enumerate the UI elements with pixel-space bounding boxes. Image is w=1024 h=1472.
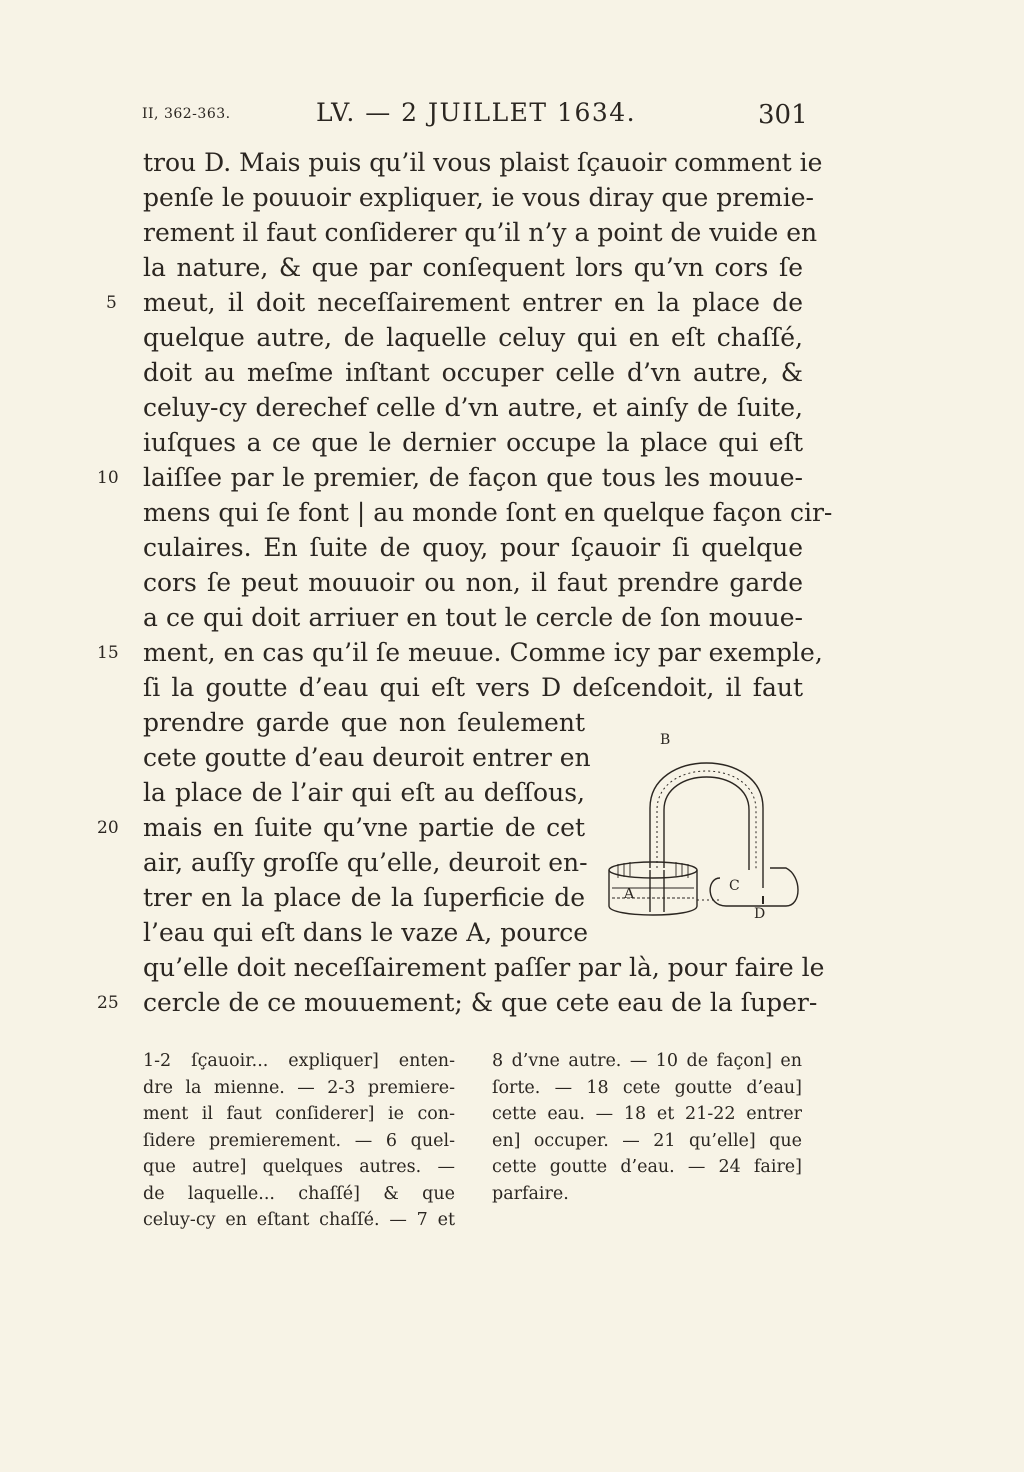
text-line: doit au meſme inſtant occuper celle d’vn autre, & bbox=[143, 358, 803, 387]
footnote-line: 1-2 ſçauoir... expliquer] enten- bbox=[143, 1051, 455, 1071]
footnote-line: cette eau. — 18 et 21-22 entrer bbox=[492, 1104, 802, 1124]
text-line: air, auſſy groſſe qu’elle, deuroit en- bbox=[143, 848, 588, 877]
text-line: rement il faut conſiderer qu’il n’y a point de vuide en bbox=[143, 218, 818, 247]
text-line: trou D. Mais puis qu’il vous plaist ſçauoir comment ie bbox=[143, 148, 823, 177]
line-number: 15 bbox=[97, 643, 119, 663]
footnote-line: 8 d’vne autre. — 10 de façon] en bbox=[492, 1051, 802, 1071]
text-line: penſe le pouuoir expliquer, ie vous diray que premie- bbox=[143, 183, 814, 212]
text-line: mais en ſuite qu’vne partie de cet bbox=[143, 813, 585, 842]
siphon-illustration bbox=[598, 728, 808, 928]
line-number: 25 bbox=[97, 993, 119, 1013]
text-line: la nature, & que par conſequent lors qu’vn cors ſe bbox=[143, 253, 803, 282]
page-title: LV. — 2 JUILLET 1634. bbox=[316, 98, 637, 127]
label-d: D bbox=[754, 906, 766, 922]
text-line: culaires. En ſuite de quoy, pour ſçauoir ſi quelque bbox=[143, 533, 803, 562]
label-a: A bbox=[624, 886, 635, 902]
text-line: l’eau qui eſt dans le vaze A, pource bbox=[143, 918, 589, 947]
footnote-line: parfaire. bbox=[492, 1183, 569, 1204]
line-number: 5 bbox=[106, 293, 117, 313]
page-number: 301 bbox=[758, 100, 808, 130]
label-c: C bbox=[729, 878, 740, 894]
text-line: ment, en cas qu’il ſe meuue. Comme icy par exemple, bbox=[143, 638, 823, 667]
text-line: ſi la goutte d’eau qui eſt vers D deſcendoit, il faut bbox=[143, 673, 803, 702]
line-number: 20 bbox=[97, 818, 119, 838]
text-line: prendre garde que non ſeulement bbox=[143, 708, 585, 737]
text-line: qu’elle doit neceſſairement paſſer par là, pour faire le bbox=[143, 953, 825, 982]
line-number: 10 bbox=[97, 468, 119, 488]
footnote-line: ſorte. — 18 cete goutte d’eau] bbox=[492, 1077, 802, 1098]
footnote-line: celuy-cy en eſtant chaſſé. — 7 et bbox=[143, 1210, 455, 1230]
text-line: meut, il doit neceſſairement entrer en la place de bbox=[143, 288, 803, 317]
text-line: la place de l’air qui eſt au deſſous, bbox=[143, 778, 585, 807]
footnote-line: dre la mienne. — 2-3 premiere- bbox=[143, 1077, 455, 1098]
text-line: a ce qui doit arriuer en tout le cercle de ſon mouue- bbox=[143, 603, 803, 632]
text-line: cete goutte d’eau deuroit entrer en bbox=[143, 743, 591, 772]
text-line: quelque autre, de laquelle celuy qui en eſt chaſſé, bbox=[143, 323, 803, 352]
page-range: II, 362-363. bbox=[142, 106, 231, 122]
siphon-diagram bbox=[598, 728, 808, 928]
text-line: mens qui ſe font | au monde ſont en quelque façon cir- bbox=[143, 498, 833, 527]
footnote-line: ſidere premierement. — 6 quel- bbox=[143, 1130, 455, 1151]
text-line: trer en la place de la ſuperficie de bbox=[143, 883, 585, 912]
running-head bbox=[0, 98, 1024, 138]
footnote-line: ment il faut conſiderer] ie con- bbox=[143, 1104, 455, 1124]
text-line: iuſques a ce que le dernier occupe la place qui eſt bbox=[143, 428, 803, 457]
footnote-line: que autre] quelques autres. — bbox=[143, 1157, 455, 1177]
footnotes-left-column bbox=[143, 1048, 455, 1234]
footnotes-right-column bbox=[492, 1048, 802, 1207]
text-line: cors ſe peut mouuoir ou non, il faut prendre garde bbox=[143, 568, 803, 597]
text-line: cercle de ce mouuement; & que cete eau de la ſuper- bbox=[143, 988, 818, 1017]
text-line: celuy-cy derechef celle d’vn autre, et ainſy de ſuite, bbox=[143, 393, 803, 422]
footnote-line: de laquelle... chaſſé] & que bbox=[143, 1183, 455, 1204]
footnote-line: en] occuper. — 21 qu’elle] que bbox=[492, 1130, 802, 1151]
text-line: laiſſee par le premier, de façon que tous les mouue- bbox=[143, 463, 803, 492]
label-b: B bbox=[660, 732, 671, 748]
footnote-line: cette goutte d’eau. — 24 faire] bbox=[492, 1157, 802, 1177]
